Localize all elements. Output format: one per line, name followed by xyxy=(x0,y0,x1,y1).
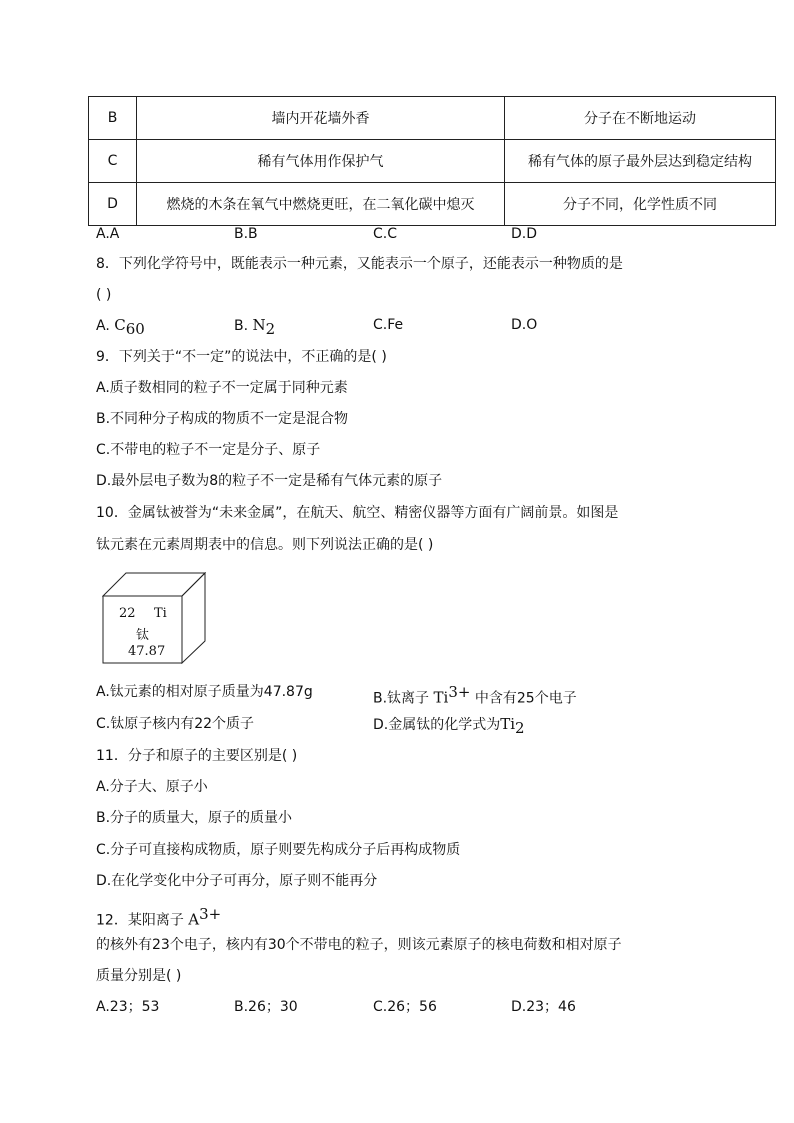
q9-option-d: D.最外层电子数为8的粒子不一定是稀有气体元素的原子 xyxy=(96,473,443,489)
q12-stem-cont2: 质量分别是( ) xyxy=(96,968,182,984)
atomic-mass: 47.87 xyxy=(128,644,166,659)
q8-option-d: D.O xyxy=(511,317,538,333)
q10-option-b-suffix: 中含有25个电子 xyxy=(470,690,577,707)
row-phenomenon: 墙内开花墙外香 xyxy=(137,97,505,140)
q8-option-c: C.Fe xyxy=(373,317,404,333)
q10-option-d-symbol: Ti xyxy=(500,715,516,733)
q12-stem xyxy=(96,904,221,931)
q12-option-b: B.26；30 xyxy=(234,999,298,1015)
table-row xyxy=(89,183,776,226)
element-symbol: Ti xyxy=(154,606,167,621)
q8-stem-bracket: ( ) xyxy=(96,287,112,303)
row-explanation: 分子不同，化学性质不同 xyxy=(505,183,776,226)
q11-stem: 11．分子和原子的主要区别是( ) xyxy=(96,748,298,764)
q10-option-b-prefix: B.钛离子 xyxy=(373,690,434,707)
q9-stem: 9．下列关于“不一定”的说法中，不正确的是( ) xyxy=(96,349,387,365)
q11-option-d: D.在化学变化中分子可再分，原子则不能再分 xyxy=(96,873,378,889)
row-phenomenon: 燃烧的木条在氧气中燃烧更旺，在二氧化碳中熄灭 xyxy=(137,183,505,226)
row-label: B xyxy=(89,97,137,140)
q12-option-c: C.26；56 xyxy=(373,999,437,1015)
answer-table xyxy=(88,96,776,226)
q8-option-b-subscript: 2 xyxy=(265,319,276,338)
element-name: 钛 xyxy=(136,628,150,643)
q10-option-b-superscript: 3+ xyxy=(448,683,471,701)
q8-option-a-symbol: C xyxy=(114,316,126,334)
q10-stem-cont: 钛元素在元素周期表中的信息。则下列说法正确的是( ) xyxy=(96,537,434,553)
row-explanation: 稀有气体的原子最外层达到稳定结构 xyxy=(505,140,776,183)
q12-ion-symbol: A xyxy=(188,910,200,929)
q8-option-a xyxy=(96,315,145,339)
q12-option-a: A.23；53 xyxy=(96,999,160,1015)
q8-stem: 8．下列化学符号中，既能表示一种元素，又能表示一个原子，还能表示一种物质的是 xyxy=(96,256,623,272)
q10-option-a: A.钛元素的相对原子质量为47.87g xyxy=(96,684,313,700)
q10-option-b-symbol: Ti xyxy=(433,688,449,707)
q9-option-a: A.质子数相同的粒子不一定属于同种元素 xyxy=(96,380,348,396)
q8-option-b xyxy=(234,315,275,339)
q10-option-c: C.钛原子核内有22个质子 xyxy=(96,716,255,732)
q12-stem-prefix: 12．某阳离子 xyxy=(96,912,189,929)
q10-option-d xyxy=(373,714,525,738)
q11-option-b: B.分子的质量大，原子的质量小 xyxy=(96,810,293,826)
row-explanation: 分子在不断地运动 xyxy=(505,97,776,140)
q12-option-d: D.23；46 xyxy=(511,999,576,1015)
q10-option-d-subscript: 2 xyxy=(515,718,525,737)
q11-option-c: C.分子可直接构成物质，原子则要先构成分子后再构成物质 xyxy=(96,842,461,858)
q12-stem-cont: 的核外有23个电子，核内有30个不带电的粒子，则该元素原子的核电荷数和相对原子 xyxy=(96,937,622,953)
q8-option-a-prefix: A. xyxy=(96,318,115,334)
row-label: D xyxy=(89,183,137,226)
q11-option-a: A.分子大、原子小 xyxy=(96,779,208,795)
q7-option-a: A.A xyxy=(96,226,120,242)
q9-option-c: C.不带电的粒子不一定是分子、原子 xyxy=(96,442,321,458)
row-label: C xyxy=(89,140,137,183)
q10-option-b xyxy=(373,682,577,709)
atomic-number: 22 xyxy=(119,606,136,621)
table-row xyxy=(89,97,776,140)
q12-ion-charge: 3+ xyxy=(199,905,222,923)
q8-option-b-symbol: N xyxy=(252,316,266,334)
row-phenomenon: 稀有气体用作保护气 xyxy=(137,140,505,183)
q7-option-c: C.C xyxy=(373,226,398,242)
q8-option-a-subscript: 60 xyxy=(125,319,145,338)
q7-option-b: B.B xyxy=(234,226,258,242)
table-row xyxy=(89,140,776,183)
q10-stem: 10．金属钛被誉为“未来金属”，在航天、航空、精密仪器等方面有广阔前景。如图是 xyxy=(96,505,619,521)
q7-option-d: D.D xyxy=(511,226,538,242)
element-cell-diagram xyxy=(102,572,206,664)
q10-option-d-prefix: D.金属钛的化学式为 xyxy=(373,717,501,733)
q9-option-b: B.不同种分子构成的物质不一定是混合物 xyxy=(96,411,349,427)
q8-option-b-prefix: B. xyxy=(234,318,253,334)
